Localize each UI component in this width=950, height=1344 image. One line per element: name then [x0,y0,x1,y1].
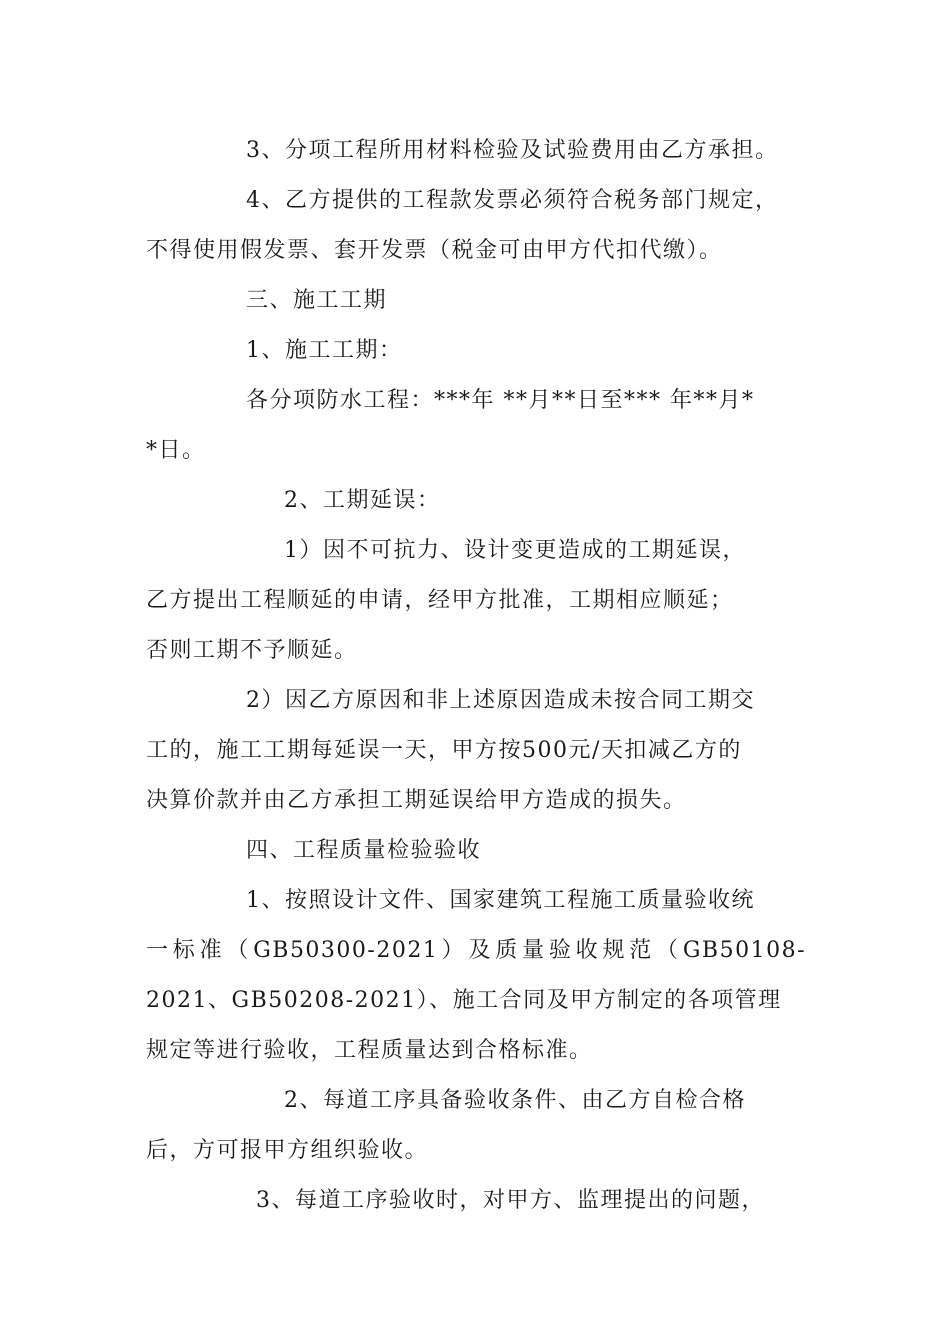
paragraph-line: *日。 [146,438,206,463]
paragraph-line: 4、乙方提供的工程款发票必须符合税务部门规定， [246,188,779,213]
section-heading: 四、工程质量检验验收 [246,838,482,863]
paragraph-line: 1）因不可抗力、设计变更造成的工期延误， [284,538,746,563]
paragraph-line: 2021、GB50208-2021）、施工合同及甲方制定的各项管理 [146,988,782,1013]
paragraph-line: 工的，施工工期每延误一天，甲方按500元/天扣减乙方的 [146,738,742,763]
paragraph-line: 规定等进行验收，工程质量达到合格标准。 [146,1038,593,1063]
subsection-heading: 1、施工工期： [246,338,403,363]
paragraph-line: 3、每道工序验收时，对甲方、监理提出的问题， [256,1188,765,1213]
paragraph-line: 2、每道工序具备验收条件、由乙方自检合格 [284,1088,746,1113]
paragraph-line: 各分项防水工程：***年 **月**日至*** 年**月* [246,388,755,413]
paragraph-line: 3、分项工程所用材料检验及试验费用由乙方承担。 [246,138,779,163]
section-heading: 三、施工工期 [246,288,388,313]
paragraph-line: 2）因乙方原因和非上述原因造成未按合同工期交 [246,688,755,713]
paragraph-line: 决算价款并由乙方承担工期延误给甲方造成的损失。 [146,788,687,813]
paragraph-line: 后，方可报甲方组织验收。 [146,1138,429,1163]
paragraph-line: 乙方提出工程顺延的申请，经甲方批准，工期相应顺延； [146,588,734,613]
paragraph-line: 1、按照设计文件、国家建筑工程施工质量验收统 [246,888,755,913]
subsection-heading: 2、工期延误： [284,488,441,513]
paragraph-line: 一标准（GB50300-2021）及质量验收规范（GB50108- [146,938,806,963]
paragraph-line: 否则工期不予顺延。 [146,638,358,663]
paragraph-line: 不得使用假发票、套开发票（税金可由甲方代扣代缴）。 [146,238,723,263]
